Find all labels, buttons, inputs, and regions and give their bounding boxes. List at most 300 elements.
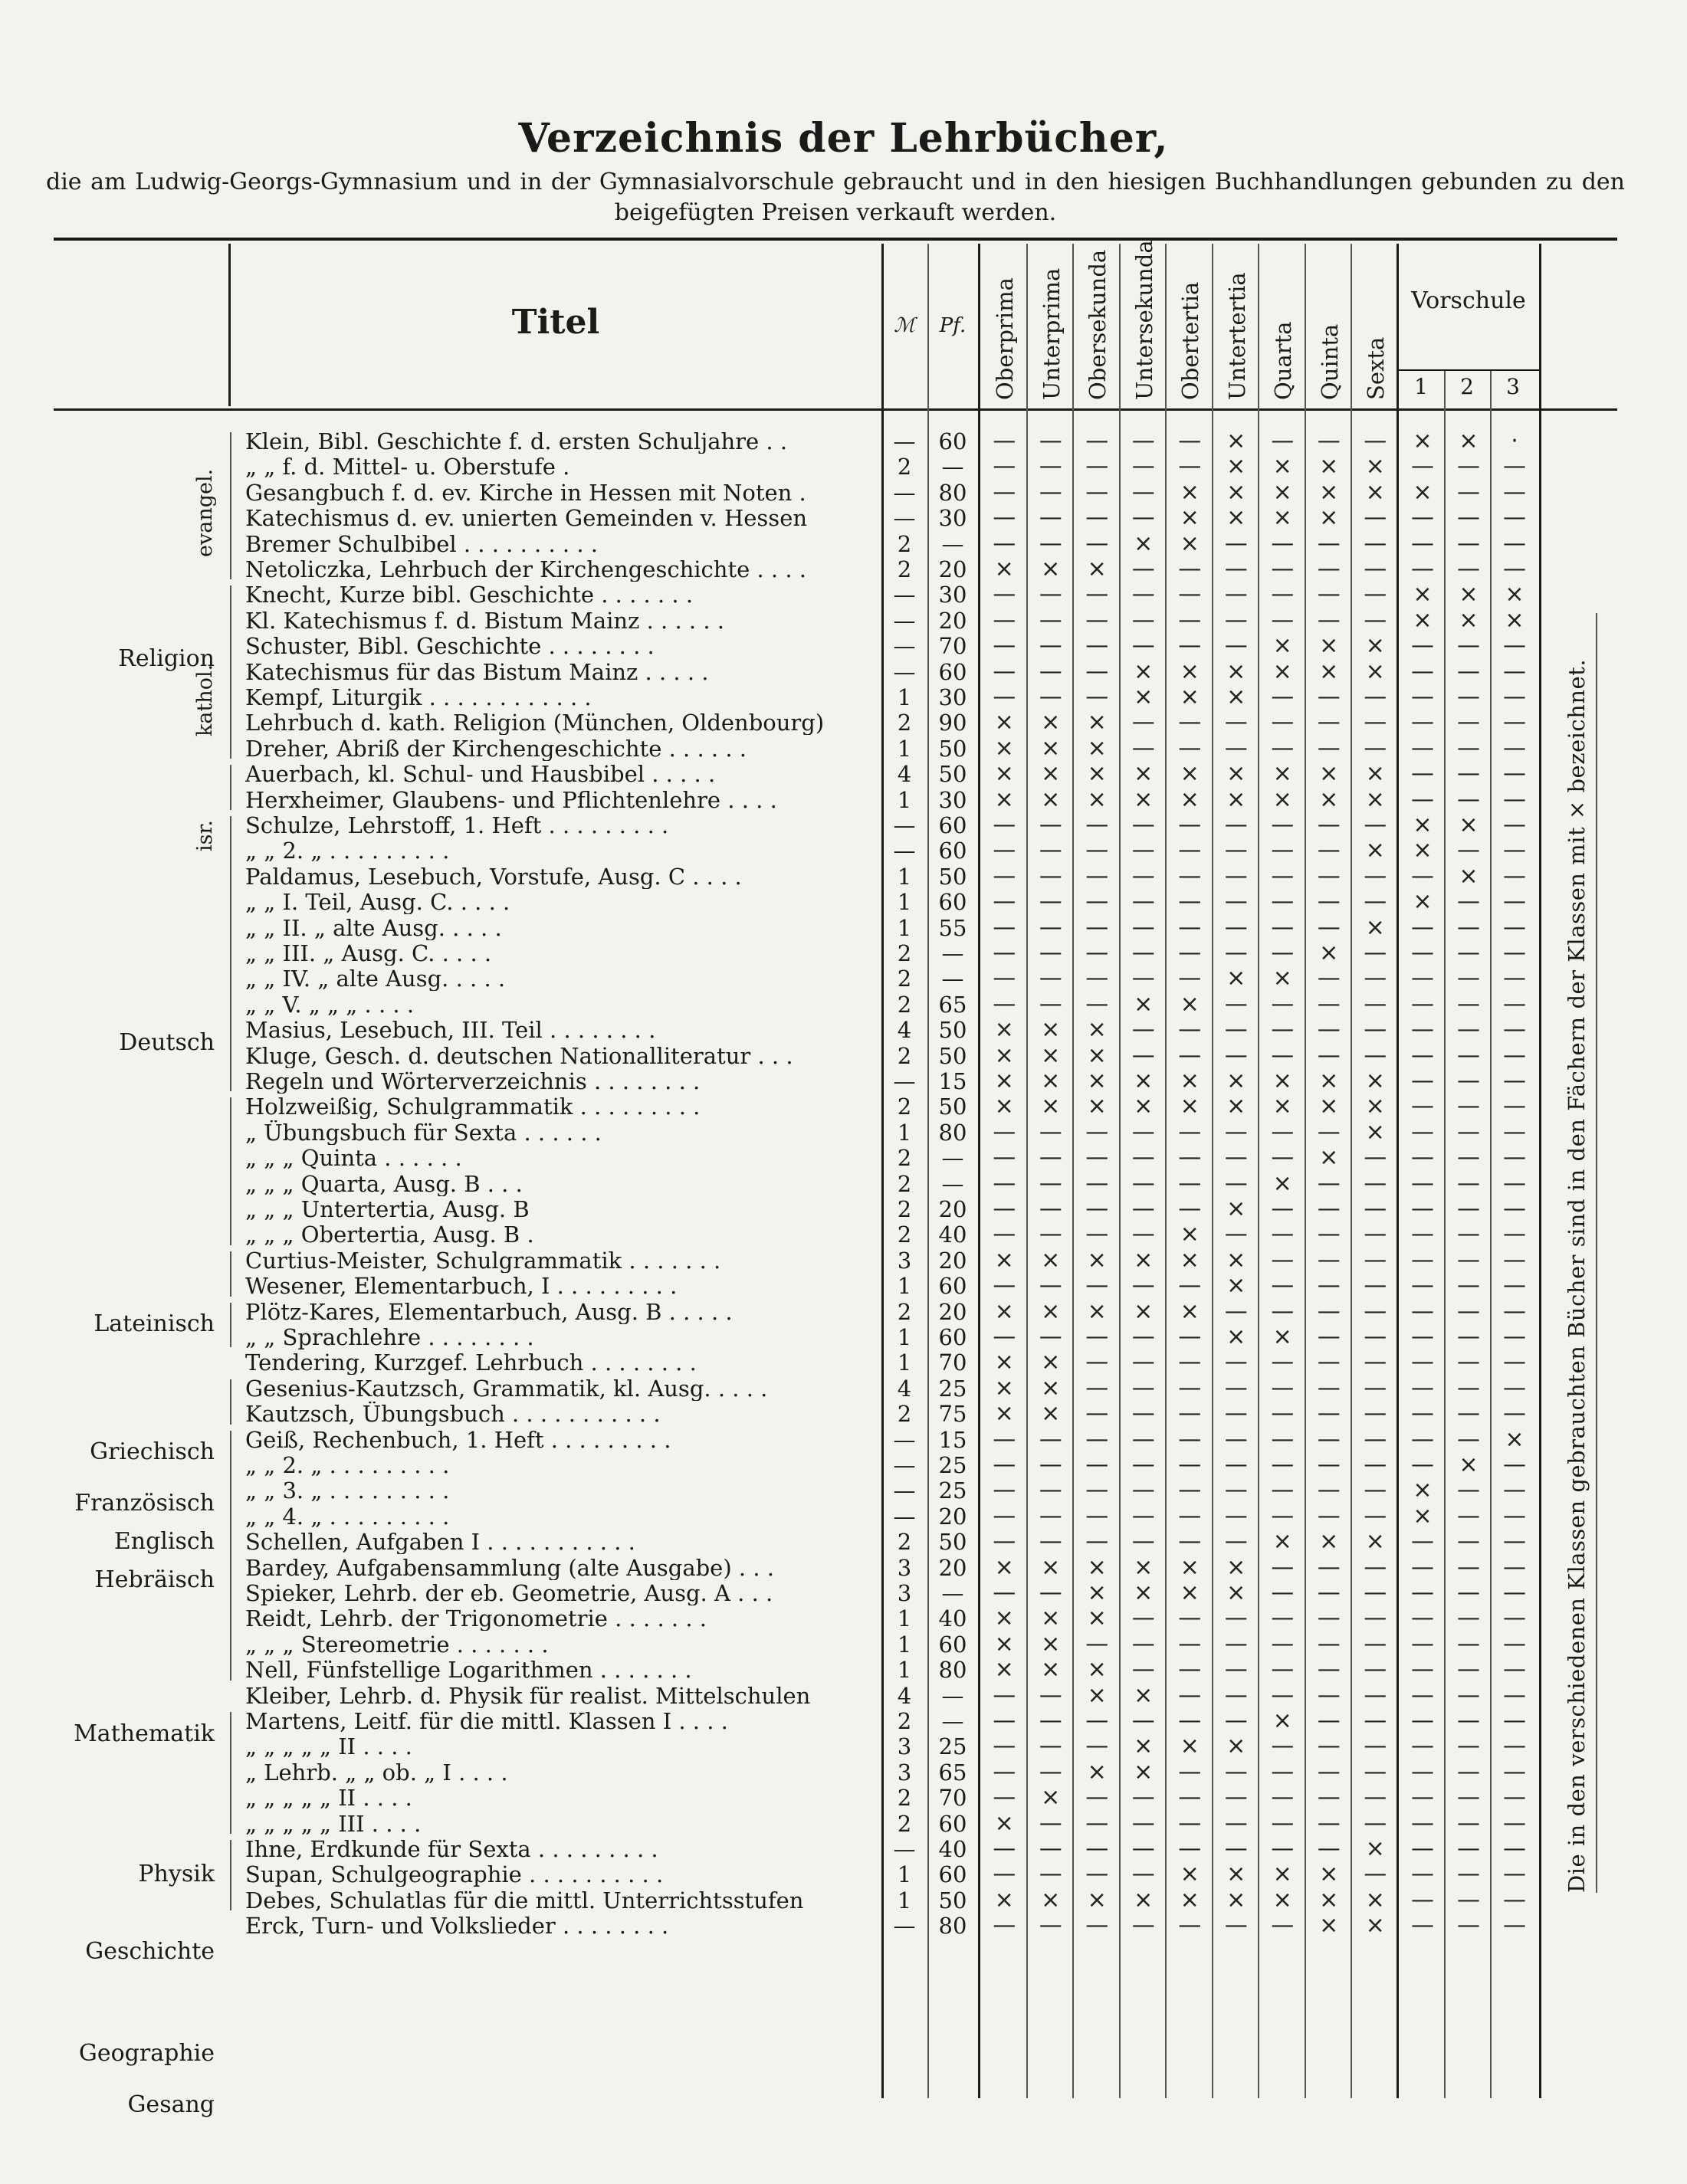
class-usage-mark: —: [1457, 684, 1480, 710]
class-usage-mark: —: [1364, 530, 1387, 557]
class-usage-mark: ×: [1087, 760, 1107, 788]
class-usage-mark: —: [1317, 1733, 1341, 1760]
class-usage-mark: —: [1411, 1221, 1434, 1248]
class-usage-mark: ×: [1087, 709, 1107, 736]
class-usage-mark: —: [1085, 1144, 1109, 1172]
book-title: „ „ „ Untertertia, Ausg. B: [245, 1197, 530, 1222]
class-usage-mark: —: [1039, 581, 1062, 608]
class-usage-mark: —: [1178, 1809, 1202, 1837]
class-usage-mark: —: [1457, 1118, 1480, 1146]
class-usage-mark: —: [993, 862, 1016, 890]
class-usage-mark: —: [1503, 1451, 1526, 1478]
book-title: Masius, Lesebuch, III. Teil . . . . . . . .: [245, 1018, 656, 1043]
table-row: [0, 736, 1687, 761]
class-usage-mark: —: [1178, 1605, 1202, 1632]
class-usage-mark: —: [1039, 1477, 1062, 1504]
class-usage-mark: —: [1317, 556, 1341, 582]
class-usage-mark: ×: [994, 785, 1014, 813]
class-usage-mark: —: [1178, 1502, 1202, 1530]
class-usage-mark: ×: [1272, 1861, 1292, 1888]
class-usage-mark: —: [1503, 734, 1526, 762]
class-usage-mark: ×: [1272, 1528, 1292, 1556]
table-row: [0, 1402, 1687, 1426]
class-usage-mark: —: [1364, 1451, 1387, 1478]
price-pfennig: 60: [938, 428, 967, 454]
class-usage-mark: —: [1411, 940, 1434, 966]
price-mark: —: [893, 505, 916, 532]
book-title: „ „ 2. „ . . . . . . . . .: [245, 838, 450, 864]
class-usage-mark: ×: [994, 1400, 1014, 1428]
class-usage-mark: ×: [1226, 684, 1246, 710]
class-usage-mark: ×: [994, 709, 1014, 736]
price-pfennig: 80: [938, 479, 967, 506]
class-usage-mark: —: [1271, 1221, 1295, 1248]
class-usage-mark: ×: [1087, 1553, 1107, 1581]
class-usage-mark: ×: [1087, 1886, 1107, 1913]
class-usage-mark: —: [1503, 1221, 1526, 1248]
book-title: Martens, Leitf. für die mittl. Klassen I . . . .: [245, 1709, 728, 1733]
book-title: Herxheimer, Glaubens- und Pflichtenlehre . . . .: [245, 787, 777, 812]
class-usage-mark: —: [1364, 888, 1387, 916]
class-usage-mark: —: [1457, 504, 1480, 532]
price-pfennig: 30: [938, 505, 967, 532]
class-usage-mark: —: [1085, 913, 1109, 941]
class-usage-mark: —: [1131, 965, 1155, 992]
class-usage-mark: —: [1317, 1835, 1341, 1862]
class-usage-mark: —: [1131, 478, 1155, 506]
class-usage-mark: ×: [1505, 1425, 1525, 1453]
class-usage-mark: —: [1364, 1681, 1387, 1709]
class-usage-mark: —: [1271, 1553, 1295, 1581]
table-row: [0, 1018, 1687, 1042]
class-usage-mark: —: [1411, 785, 1434, 813]
class-usage-mark: —: [1503, 837, 1526, 864]
class-usage-mark: —: [1457, 1861, 1480, 1888]
class-usage-mark: —: [1271, 1400, 1295, 1428]
price-pfennig: 25: [938, 1733, 967, 1760]
class-usage-mark: —: [1364, 1630, 1387, 1658]
class-usage-mark: ×: [994, 1297, 1014, 1325]
book-title: Ihne, Erdkunde für Sexta . . . . . . . . .: [245, 1837, 658, 1861]
class-usage-mark: —: [1411, 1630, 1434, 1658]
class-usage-mark: ×: [1272, 478, 1292, 506]
class-usage-mark: ×: [1041, 1374, 1061, 1402]
class-usage-mark: —: [1411, 760, 1434, 788]
class-usage-mark: ·: [1511, 428, 1518, 454]
table-row: [0, 1681, 1687, 1709]
group-bracket: [230, 585, 231, 759]
class-usage-mark: —: [1039, 428, 1062, 454]
class-usage-mark: ×: [1365, 1835, 1385, 1862]
class-usage-mark: —: [1131, 1221, 1155, 1248]
class-usage-mark: —: [1178, 1144, 1202, 1172]
class-usage-mark: —: [1457, 837, 1480, 864]
class-usage-mark: ×: [1180, 1861, 1200, 1888]
class-usage-mark: —: [1085, 1502, 1109, 1530]
price-mark: 2: [897, 1170, 912, 1197]
class-usage-mark: ×: [1180, 504, 1200, 532]
class-usage-mark: —: [1503, 862, 1526, 890]
class-usage-mark: ×: [1180, 1297, 1200, 1325]
class-usage-mark: —: [1411, 556, 1434, 582]
class-usage-mark: —: [1411, 1169, 1434, 1197]
class-usage-mark: ×: [1087, 1605, 1107, 1632]
table-row: [0, 1709, 1687, 1733]
subject-label: Lateinisch: [94, 1310, 215, 1338]
class-usage-mark: —: [1224, 1297, 1248, 1325]
group-bracket: [230, 1251, 231, 1297]
class-usage-mark: —: [993, 428, 1016, 454]
class-usage-mark: —: [1085, 1195, 1109, 1222]
class-usage-mark: —: [1039, 1195, 1062, 1222]
class-usage-mark: ×: [1180, 990, 1200, 1018]
class-usage-mark: —: [1085, 1323, 1109, 1350]
class-usage-mark: —: [1224, 1451, 1248, 1478]
class-usage-mark: —: [1085, 1272, 1109, 1300]
class-usage-mark: —: [1317, 1451, 1341, 1478]
class-usage-mark: —: [1224, 1656, 1248, 1684]
class-usage-mark: —: [1131, 1041, 1155, 1069]
class-usage-mark: —: [1364, 684, 1387, 710]
class-usage-mark: —: [1503, 478, 1526, 506]
class-usage-mark: —: [1411, 1144, 1434, 1172]
class-usage-mark: ×: [1272, 1323, 1292, 1350]
class-usage-mark: —: [1039, 1118, 1062, 1146]
subject-label: Geographie: [78, 2040, 215, 2068]
class-usage-mark: —: [1364, 1169, 1387, 1197]
class-usage-mark: ×: [1272, 965, 1292, 992]
class-usage-mark: —: [1457, 453, 1480, 480]
class-usage-mark: ×: [994, 760, 1014, 788]
class-usage-mark: —: [1411, 1681, 1434, 1709]
class-usage-mark: —: [1503, 1528, 1526, 1556]
table-row: [0, 1297, 1687, 1325]
class-usage-mark: —: [1178, 428, 1202, 454]
table-row: [0, 557, 1687, 582]
class-usage-mark: —: [1271, 1681, 1295, 1709]
class-usage-mark: —: [1271, 1630, 1295, 1658]
class-usage-mark: —: [1411, 530, 1434, 557]
class-usage-mark: —: [1131, 1451, 1155, 1478]
class-usage-mark: —: [1178, 1323, 1202, 1350]
class-usage-mark: —: [1317, 1246, 1341, 1274]
price-mark: 2: [897, 1708, 912, 1734]
class-usage-mark: —: [1039, 837, 1062, 864]
class-usage-mark: —: [993, 504, 1016, 532]
class-usage-mark: ×: [1272, 632, 1292, 660]
class-usage-mark: —: [1364, 1861, 1387, 1888]
class-usage-mark: —: [1271, 581, 1295, 608]
price-mark: —: [893, 1503, 916, 1530]
class-usage-mark: —: [1364, 862, 1387, 890]
subject-label: Hebräisch: [94, 1566, 215, 1594]
price-pfennig: 15: [938, 1426, 967, 1453]
class-usage-mark: —: [1271, 888, 1295, 916]
class-usage-mark: —: [1131, 913, 1155, 941]
class-usage-mark: ×: [1087, 1758, 1107, 1786]
class-usage-mark: —: [1131, 1374, 1155, 1402]
class-usage-mark: ×: [1180, 1733, 1200, 1760]
class-usage-mark: —: [1411, 453, 1434, 480]
book-title: Schuster, Bibl. Geschichte . . . . . . . .: [245, 634, 655, 659]
class-usage-mark: —: [993, 888, 1016, 916]
class-usage-mark: —: [1411, 734, 1434, 762]
class-usage-mark: —: [1131, 1861, 1155, 1888]
class-usage-mark: —: [1131, 812, 1155, 838]
class-usage-mark: ×: [1413, 1477, 1433, 1504]
class-usage-mark: —: [1039, 478, 1062, 506]
class-usage-mark: ×: [1319, 504, 1339, 532]
header-vorschule-3: 3: [1506, 374, 1520, 399]
class-usage-mark: —: [1457, 1323, 1480, 1350]
header-mark: ℳ: [894, 314, 915, 337]
class-usage-mark: —: [1039, 504, 1062, 532]
class-usage-mark: —: [1503, 1041, 1526, 1069]
class-usage-mark: —: [1178, 1118, 1202, 1146]
class-usage-mark: —: [1131, 1656, 1155, 1684]
price-mark: —: [893, 812, 916, 838]
table-row: [0, 1632, 1687, 1657]
table-row: [0, 710, 1687, 735]
class-usage-mark: —: [1317, 1477, 1341, 1504]
book-title: „ Übungsbuch für Sexta . . . . . .: [245, 1120, 602, 1145]
class-usage-mark: —: [1411, 1656, 1434, 1684]
class-usage-mark: —: [1131, 453, 1155, 480]
class-usage-mark: —: [1224, 1118, 1248, 1146]
class-usage-mark: —: [993, 684, 1016, 710]
class-usage-mark: —: [1178, 1016, 1202, 1044]
class-usage-mark: —: [1364, 1707, 1387, 1734]
table-row: [0, 1094, 1687, 1119]
header-class-5: Untertertia: [1223, 272, 1250, 400]
table-row: [0, 1530, 1687, 1554]
class-usage-mark: ×: [1041, 785, 1061, 813]
class-usage-mark: —: [1085, 1221, 1109, 1248]
class-usage-mark: —: [1503, 657, 1526, 685]
class-usage-mark: —: [1271, 1502, 1295, 1530]
price-mark: 1: [897, 786, 912, 813]
class-usage-mark: ×: [1180, 1221, 1200, 1248]
class-usage-mark: —: [1457, 734, 1480, 762]
class-usage-mark: ×: [1134, 1093, 1154, 1120]
class-usage-mark: —: [1503, 1784, 1526, 1812]
book-title: Gesenius-Kautzsch, Grammatik, kl. Ausg. . . . .: [245, 1376, 768, 1401]
class-usage-mark: ×: [1180, 530, 1200, 557]
class-usage-mark: —: [1411, 709, 1434, 736]
book-title: Dreher, Abriß der Kirchengeschichte . . . . . .: [245, 736, 747, 761]
class-usage-mark: ×: [1134, 785, 1154, 813]
price-mark: 2: [897, 1298, 912, 1325]
class-usage-mark: —: [1224, 888, 1248, 916]
class-usage-mark: —: [1131, 1912, 1155, 1940]
class-usage-mark: —: [1503, 1656, 1526, 1684]
class-usage-mark: —: [1224, 1707, 1248, 1734]
class-usage-mark: —: [1457, 1477, 1480, 1504]
class-usage-mark: —: [1317, 1605, 1341, 1632]
class-usage-mark: —: [1364, 709, 1387, 736]
class-usage-mark: —: [1411, 1246, 1434, 1274]
price-mark: 1: [897, 1349, 912, 1376]
class-usage-mark: —: [1039, 530, 1062, 557]
class-usage-mark: —: [1039, 1835, 1062, 1862]
class-usage-mark: —: [1317, 1221, 1341, 1248]
class-usage-mark: —: [1411, 1067, 1434, 1094]
class-usage-mark: ×: [1180, 1579, 1200, 1606]
class-usage-mark: ×: [1087, 1656, 1107, 1684]
book-title: „ „ „ „ „ II . . . .: [245, 1786, 412, 1811]
class-usage-mark: —: [1271, 530, 1295, 557]
class-usage-mark: ×: [1134, 760, 1154, 788]
table-row: [0, 966, 1687, 991]
class-usage-mark: —: [1503, 504, 1526, 532]
class-usage-mark: —: [1411, 657, 1434, 685]
class-usage-mark: ×: [1180, 1553, 1200, 1581]
group-bracket: [230, 816, 231, 1091]
class-usage-mark: —: [1131, 1784, 1155, 1812]
subject-label: Physik: [138, 1861, 215, 1888]
class-usage-mark: —: [1039, 1579, 1062, 1606]
class-usage-mark: ×: [1459, 862, 1479, 890]
class-usage-mark: ×: [1272, 1067, 1292, 1094]
document-title: Verzeichnis der Lehrbücher,: [518, 115, 1169, 162]
class-usage-mark: —: [1457, 913, 1480, 941]
price-mark: 2: [897, 1529, 912, 1556]
price-pfennig: 20: [938, 607, 967, 634]
price-pfennig: 60: [938, 1324, 967, 1350]
class-usage-mark: —: [1271, 556, 1295, 582]
class-usage-mark: —: [1317, 1809, 1341, 1837]
table-row: [0, 1120, 1687, 1145]
class-usage-mark: ×: [1041, 1041, 1061, 1069]
class-usage-mark: ×: [1319, 478, 1339, 506]
class-usage-mark: —: [1457, 785, 1480, 813]
class-usage-mark: —: [1039, 1681, 1062, 1709]
class-usage-mark: —: [993, 1425, 1016, 1453]
class-usage-mark: —: [1131, 1118, 1155, 1146]
table-row: [0, 1862, 1687, 1887]
class-usage-mark: ×: [1180, 478, 1200, 506]
class-usage-mark: ×: [994, 1016, 1014, 1044]
class-usage-mark: —: [1131, 1605, 1155, 1632]
class-usage-mark: —: [1364, 812, 1387, 838]
class-usage-mark: —: [1224, 734, 1248, 762]
class-usage-mark: ×: [1319, 1528, 1339, 1556]
price-pfennig: 70: [938, 1349, 967, 1376]
class-usage-mark: —: [993, 1707, 1016, 1734]
class-usage-mark: —: [1317, 862, 1341, 890]
class-usage-mark: —: [1271, 1118, 1295, 1146]
class-usage-mark: —: [1457, 1681, 1480, 1709]
header-class-0: Oberprima: [992, 277, 1018, 400]
class-usage-mark: ×: [1365, 657, 1385, 685]
class-usage-mark: —: [1364, 1221, 1387, 1248]
class-usage-mark: ×: [1134, 990, 1154, 1018]
table-row: [0, 1734, 1687, 1759]
class-usage-mark: ×: [1134, 1681, 1154, 1709]
class-usage-mark: ×: [1226, 1861, 1246, 1888]
class-usage-mark: —: [1178, 862, 1202, 890]
class-usage-mark: —: [1039, 1502, 1062, 1530]
class-usage-mark: —: [1271, 913, 1295, 941]
class-usage-mark: ×: [1134, 530, 1154, 557]
class-usage-mark: ×: [1365, 785, 1385, 813]
class-usage-mark: —: [1503, 1861, 1526, 1888]
class-usage-mark: ×: [1319, 1144, 1339, 1172]
table-row: [0, 429, 1687, 454]
class-usage-mark: ×: [1272, 1707, 1292, 1734]
class-usage-mark: —: [1271, 837, 1295, 864]
class-usage-mark: —: [1317, 1016, 1341, 1044]
class-usage-mark: —: [1317, 1323, 1341, 1350]
class-usage-mark: —: [1271, 1605, 1295, 1632]
class-usage-mark: —: [1503, 1093, 1526, 1120]
class-usage-mark: —: [1503, 1246, 1526, 1274]
class-usage-mark: —: [1317, 1553, 1341, 1581]
class-usage-mark: —: [1178, 1707, 1202, 1734]
class-usage-mark: —: [1085, 990, 1109, 1018]
class-usage-mark: —: [1364, 1246, 1387, 1274]
class-usage-mark: —: [1178, 1451, 1202, 1478]
class-usage-mark: ×: [1180, 684, 1200, 710]
class-usage-mark: —: [1503, 1016, 1526, 1044]
class-usage-mark: —: [1364, 1656, 1387, 1684]
class-usage-mark: ×: [1041, 1400, 1061, 1428]
class-usage-mark: —: [1178, 1272, 1202, 1300]
book-title: „ „ „ „ „ III . . . .: [245, 1811, 422, 1836]
price-mark: 1: [897, 1631, 912, 1658]
price-pfennig: 20: [938, 1503, 967, 1530]
class-usage-mark: —: [1085, 862, 1109, 890]
class-usage-mark: —: [1503, 1297, 1526, 1325]
class-usage-mark: ×: [1134, 1297, 1154, 1325]
book-title: „ „ „ Obertertia, Ausg. B .: [245, 1222, 534, 1248]
class-usage-mark: —: [1131, 1835, 1155, 1862]
class-usage-mark: —: [1085, 632, 1109, 660]
price-mark: 1: [897, 735, 912, 762]
class-usage-mark: —: [993, 1579, 1016, 1606]
class-usage-mark: —: [1039, 1733, 1062, 1760]
class-usage-mark: —: [1039, 940, 1062, 966]
price-mark: 1: [897, 1605, 912, 1632]
class-usage-mark: —: [1085, 478, 1109, 506]
header-vorschule: Vorschule: [1411, 287, 1526, 314]
class-usage-mark: ×: [1180, 1886, 1200, 1913]
class-usage-mark: ×: [1272, 760, 1292, 788]
class-usage-mark: ×: [1226, 504, 1246, 532]
book-title: „ „ 2. „ . . . . . . . . .: [245, 1453, 450, 1477]
class-usage-mark: —: [1131, 1707, 1155, 1734]
table-row: [0, 634, 1687, 658]
price-pfennig: —: [941, 530, 964, 557]
class-usage-mark: —: [1224, 1477, 1248, 1504]
class-usage-mark: —: [1411, 1886, 1434, 1913]
class-usage-mark: —: [1178, 734, 1202, 762]
class-usage-mark: ×: [1365, 837, 1385, 864]
class-usage-mark: ×: [1459, 428, 1479, 454]
price-mark: 2: [897, 1810, 912, 1837]
price-mark: 4: [897, 761, 912, 788]
class-usage-mark: —: [1271, 1784, 1295, 1812]
class-usage-mark: —: [1178, 837, 1202, 864]
class-usage-mark: —: [1224, 1169, 1248, 1197]
book-title: Kempf, Liturgik . . . . . . . . . . . .: [245, 685, 592, 710]
class-usage-mark: —: [1411, 1118, 1434, 1146]
class-usage-mark: —: [1364, 1195, 1387, 1222]
class-usage-mark: ×: [1226, 1323, 1246, 1350]
class-usage-mark: —: [1085, 1477, 1109, 1504]
class-usage-mark: —: [1411, 684, 1434, 710]
class-usage-mark: —: [1039, 606, 1062, 634]
